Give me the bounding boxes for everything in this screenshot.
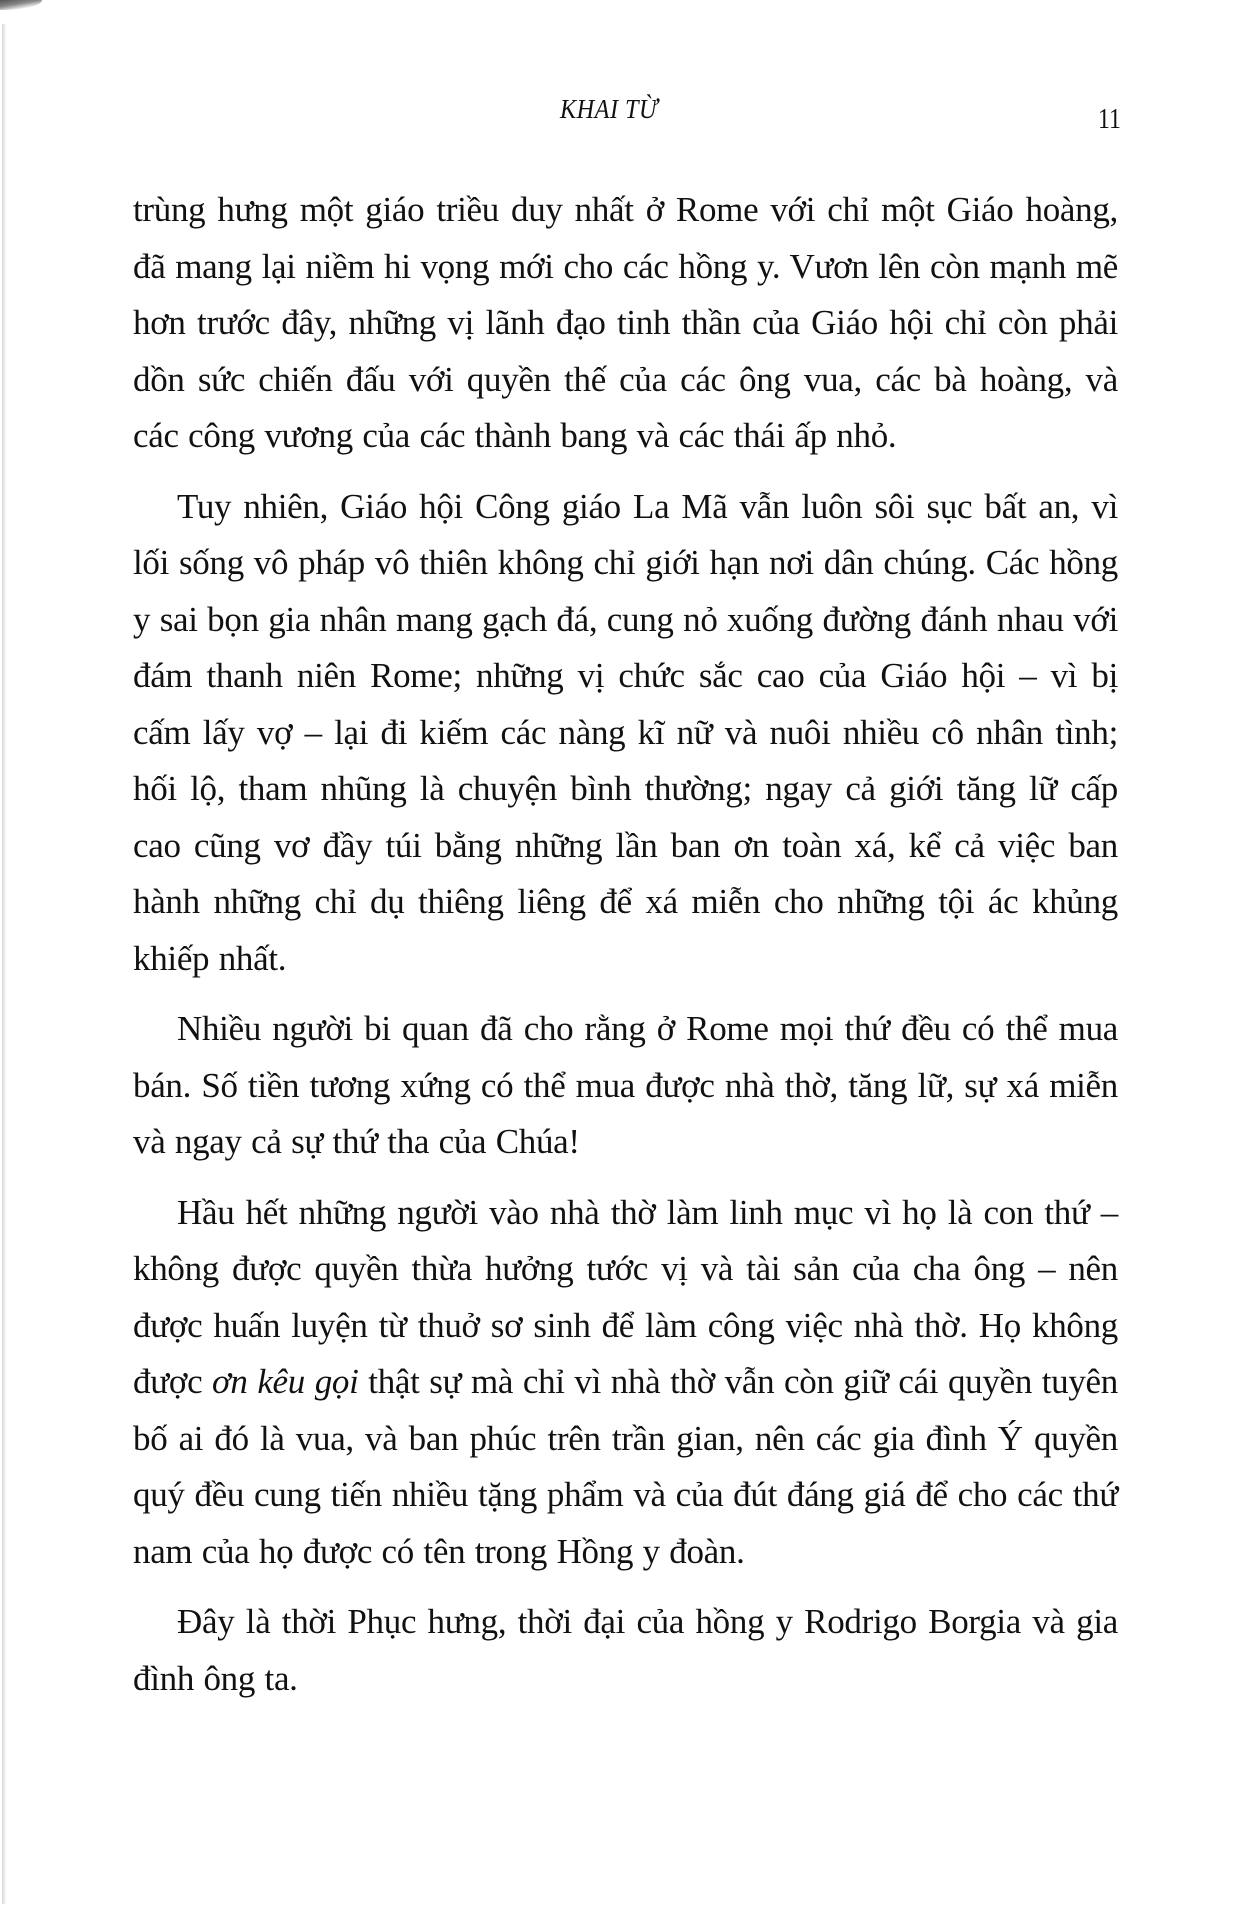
paragraph-text: trùng hưng một giáo triều duy nhất ở Rome với chỉ một Giáo hoàng, đã mang lại niềm hi vọng mới cho các hồng y. Vươn lên còn mạnh mẽ hơn trước đây, những vị lãnh đạo tinh thần của Giáo hội chỉ còn phải dồn sức chiến đấu với quyền thế của các ông vua, các bà hoàng, và các công vương của các thành bang và các thái ấp nhỏ. [133,190,1118,455]
paragraph-1 [133,182,1118,465]
emphasis-text: ơn kêu gọi [212,1362,359,1401]
paragraph-text: Đây là thời Phục hưng, thời đại của hồng y Rodrigo Borgia và gia đình ông ta. [133,1602,1118,1698]
paragraph-text-before: Hầu hết những người vào nhà thờ làm linh mục vì họ là con thứ – không được quyền thừa hưởng tước vị và tài sản của cha ông – nên được huấn luyện từ thuở sơ sinh để làm công việc nhà thờ. Họ không được [133,1192,1118,1401]
running-header [0,94,1248,134]
paragraph-5 [133,1594,1118,1707]
paragraph-3 [133,1001,1118,1171]
running-title: KHAI TỪ [560,94,658,124]
paragraph-text: Tuy nhiên, Giáo hội Công giáo La Mã vẫn luôn sôi sục bất an, vì lối sống vô pháp vô thiên không chỉ giới hạn nơi dân chúng. Các hồng y sai bọn gia nhân mang gạch đá, cung nỏ xuống đường đánh nhau với đám thanh niên Rome; những vị chức sắc cao của Giáo hội – vì bị cấm lấy vợ – lại đi kiếm các nàng kĩ nữ và nuôi nhiều cô nhân tình; hối lộ, tham nhũng là chuyện bình thường; ngay cả giới tăng lữ cấp cao cũng vơ đầy túi bằng những lần ban ơn toàn xá, kể cả việc ban hành những chỉ dụ thiêng liêng để xá miễn cho những tội ác khủng khiếp nhất. [133,486,1118,978]
scan-shadow-corner [0,0,42,10]
paragraph-text-after: thật sự mà chỉ vì nhà thờ vẫn còn giữ cái quyền tuyên bố ai đó là vua, và ban phúc trên trần gian, nên các gia đình Ý quyền quý đều cung tiến nhiều tặng phẩm và của đút đáng giá để cho các thứ nam của họ được có tên trong Hồng y đoàn. [133,1362,1118,1571]
paragraph-2 [133,479,1118,988]
scan-page-edge [2,24,6,1904]
page-body [133,182,1118,1707]
paragraph-text: Nhiều người bi quan đã cho rằng ở Rome mọi thứ đều có thể mua bán. Số tiền tương xứng có thể mua được nhà thờ, tăng lữ, sự xá miễn và ngay cả sự thứ tha của Chúa! [133,1009,1118,1161]
paragraph-4 [133,1185,1118,1581]
page-number: 11 [1098,104,1121,135]
